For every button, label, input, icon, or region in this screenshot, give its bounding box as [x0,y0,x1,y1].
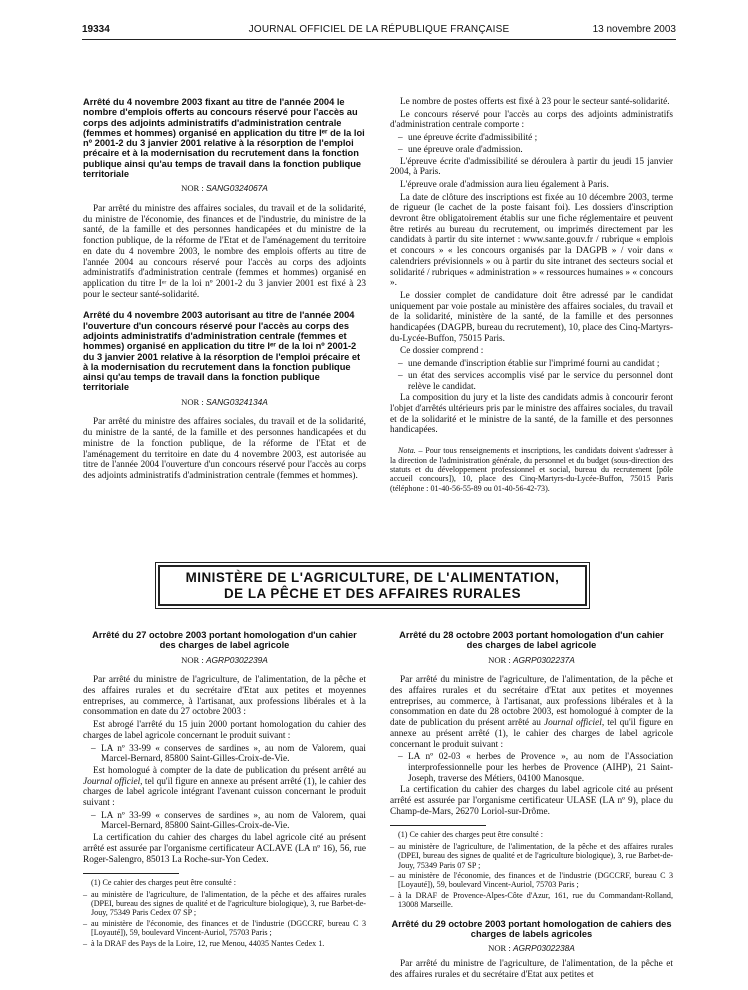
article-title: Arrêté du 27 octobre 2003 portant homologation d'un cahier des charges de label agricole [92,630,357,651]
lower-left-column [83,630,366,949]
list-item: – une épreuve écrite d'admissibilité ; [398,133,538,144]
paragraph: Est homologué à compter de la date de publication du présent arrêté au Journal officiel, tel qu'il figure en annexe au présent arrêté (1), le cahier des charges de label agricole intégrant l'avenant cuisson concernant le produit suivant : [83,765,367,809]
footnote: (1) Ce cahier des charges peut être consulté : – au ministère de l'agriculture, de l'alimentation, de la pêche et des affaires rurales (DPEI, bureau des signes de qualité et de l'agriculture biologique), 3, rue Barbet-de-Jouy, 75349 Paris Cedex 07 SP ; – au ministère de l'économie, des finances et de l'industrie (DGCCRF, bureau C 3 [Loyauté]), 59, boulevard Vincent-Auriol, 75703 Paris ; – à la DRAF des Pays de la Loire, 12, rue Menou, 44035 Nantes Cedex 1. [83,878,366,948]
list-item: – LA nº 33-99 « conserves de sardines », au nom de Valorem, quai Marcel-Bernard, 85800 Saint-Gilles-Croix-de-Vie. [91,743,366,765]
paragraph: Par arrêté du ministre de l'agriculture, de l'alimentation, de la pêche et des affaires rurales et du secrétaire d'Etat aux petites et [390,958,673,980]
nota-note: Nota. – Pour tous renseignements et inscriptions, les candidats doivent s'adresser à la direction de l'administration générale, du personnel et du budget (sous-direction des statuts et du développement professionnel et social, bureau du recrutement [pôle accueil concours]), 10, place des Cinq-Martyrs-du-Lycée-Buffon, 75015 Paris (téléphone : 01-40-56-55-89 ou 01-40-56-42-73). [390,446,673,493]
page-header [82,24,676,38]
issue-date: 13 novembre 2003 [592,24,676,35]
paragraph: La certification du cahier des charges du label agricole cité au présent arrêté est assurée par l'organisme certificateur ULASE (LA nº 9), place du Champ-de-Mars, 26270 Loriol-sur-Drôme. [390,785,673,817]
ministry-name-line1: MINISTÈRE DE L'AGRICULTURE, DE L'ALIMENTATION, [185,570,560,585]
page-number: 19334 [82,24,110,35]
paragraph: Ce dossier comprend : [400,346,484,357]
list-item: – une demande d'inscription établie sur l'imprimé fourni au candidat ; [398,359,660,370]
ministry-name-line2: DE LA PÊCHE ET DES AFFAIRES RURALES [224,586,521,601]
article-title: Arrêté du 29 octobre 2003 portant homologation de cahiers des charges de labels agricoles [391,918,672,939]
lower-right-column [390,630,673,982]
article-title: Arrêté du 28 octobre 2003 portant homologation d'un cahier des charges de label agricole [399,630,664,651]
paragraph: Par arrêté du ministre des affaires sociales, du travail et de la solidarité, du ministre de la santé, de la famille et des personnes handicapées et du ministre de la fonction publique, de la réforme de l'Etat et de l'aménagement du territoire en date du 4 novembre 2003, est autorisée au titre de l'année 2004 l'ouverture d'un concours réservé pour l'accès au corps des adjoints administratifs d'administration centrale (femmes et hommes). [83,417,366,481]
paragraph: Par arrêté du ministre de l'agriculture, de l'alimentation, de la pêche et des affaires rurales et du secrétaire d'Etat aux petites et moyennes entreprises, au commerce, à l'artisanat, aux professions libérales et à la consommation en date du 28 octobre 2003, est homologué à compter de la date de publication du présent arrêté au Journal officiel, tel qu'il figure en annexe au présent arrêté (1), le cahier des charges de label agricole concernant le produit suivant : [390,675,673,750]
upper-right-column [390,97,673,495]
paragraph: Par arrêté du ministre de l'agriculture, de l'alimentation, de la pêche et des affaires rurales et du secrétaire d'Etat aux petites et moyennes entreprises, au commerce, à l'artisanat, aux professions libérales et à la consommation en date du 27 octobre 2003 : [83,675,366,718]
paragraph: Le concours réservé pour l'accès au corps des adjoints administratifs d'administration centrale comporte : [390,109,673,131]
header-rule [82,39,676,40]
nor-reference: NOR : AGRP0302237A [488,654,575,665]
list-item: – LA nº 02-03 « herbes de Provence », au nom de l'Association interprofessionnelle pour les herbes de Provence (AIHP), 21 Saint-Joseph, traverse des Métiers, 04100 Manosque. [398,752,673,784]
paragraph: L'épreuve orale d'admission aura lieu également à Paris. [400,179,609,190]
footnote-rule [390,825,486,826]
journal-title: JOURNAL OFFICIEL DE LA RÉPUBLIQUE FRANÇAISE [248,24,510,35]
nor-reference: NOR : SANG0324134A [181,396,268,407]
article-title: Arrêté du 4 novembre 2003 autorisant au titre de l'année 2004 l'ouverture d'un concours réservé pour l'accès au corps des adjoints administratifs d'administration centrale (femmes et hommes) organisé en application du titre Iᵉʳ de la loi nº 2001-2 du 3 janvier 2001 relative à la résorption de l'emploi précaire et à la modernisation du recrutement dans la fonction publique ainsi qu'au temps de travail dans la fonction publique territoriale [83,310,361,393]
nor-reference: NOR : SANG0324067A [181,183,268,194]
upper-left-column [83,97,366,484]
paragraph: L'épreuve écrite d'admissibilité se déroulera à partir du jeudi 15 janvier 2004, à Paris. [390,156,673,178]
paragraph: Par arrêté du ministre des affaires sociales, du travail et de la solidarité, du ministre de l'économie, des finances et de l'industrie, du ministre de la santé, de la famille et des personnes handicapées et du ministre de la fonction publique, de la réforme de l'Etat et de l'aménagement du territoire en date du 4 novembre 2003, le nombre des emplois offerts au titre de l'année 2004 au concours réservé pour l'accès au corps des adjoints administratifs d'administration centrale (femmes et hommes) organisé en application du titre Iᵉʳ de la loi nº 2001-2 du 3 janvier 2001 est fixé à 23 pour le secteur santé-solidarité. [83,204,366,300]
list-item: – LA nº 33-99 « conserves de sardines », au nom de Valorem, quai Marcel-Bernard, 85800 Saint-Gilles-Croix-de-Vie. [91,810,366,832]
paragraph: La date de clôture des inscriptions est fixée au 10 décembre 2003, terme de rigueur (le cachet de la poste faisant foi). Les dossiers d'inscription devront être obligatoirement établis sur une fiche réglementaire et peuvent être retirés au bureau du recrutement, ou imprimés directement par les candidats à partir du site internet : www.sante.gouv.fr / rubrique « emplois et concours » « les concours organisés par la DAGPB » / voir dans « calendriers prévisionnels » ou à partir du site intranet des secteurs social et solidarité / rubriques « administration » « ressources humaines » « concours ». [390,192,673,289]
nor-reference: NOR : AGRP0302238A [488,943,575,954]
nor-reference: NOR : AGRP0302239A [181,654,268,665]
paragraph: La composition du jury et la liste des candidats admis à concourir feront l'objet d'arrêtés ultérieurs pris par le ministre des affaires sociales, du travail et de la solidarité et le ministre de la santé, de la famille et des personnes handicapées. [390,393,673,436]
list-item: – un état des services accomplis visé par le service du personnel dont relève le candidat. [398,370,673,392]
paragraph: Le nombre de postes offerts est fixé à 23 pour le secteur santé-solidarité. [400,97,670,107]
ministry-banner [158,565,587,606]
article-title: Arrêté du 4 novembre 2003 fixant au titre de l'année 2004 le nombre d'emplois offerts au concours réservé pour l'accès au corps des adjoints administratifs d'administration centrale (femmes et hommes) organisé en application du titre Iᵉʳ de la loi nº 2001-2 du 3 janvier 2001 relative à la résorption de l'emploi précaire et à la modernisation du recrutement dans la fonction publique ainsi qu'au temps de travail dans la fonction publique territoriale [83,97,365,180]
footnote: (1) Ce cahier des charges peut être consulté : – au ministère de l'agriculture, de l'alimentation, de la pêche et des affaires rurales (DPEI, bureau des signes de qualité et de l'agriculture biologique), 3, rue Barbet-de-Jouy, 75349 Paris 07 SP ; – au ministère de l'économie, des finances et de l'industrie (DGCCRF, bureau C 3 [Loyauté]), 59, boulevard Vincent-Auriol, 75703 Paris ; – à la DRAF de Provence-Alpes-Côte d'Azur, 161, rue du Commandant-Rolland, 13008 Marseille. [390,830,673,910]
footnote-rule [83,873,179,874]
paragraph: Le dossier complet de candidature doit être adressé par le candidat uniquement par voie postale au ministère des affaires sociales, du travail et de la solidarité, ministère de la santé, de la famille et des personnes handicapées (DAGPB, bureau du recrutement), 10, place des Cinq-Martyrs-du-Lycée-Buffon, 75015 Paris. [390,290,673,344]
list-item: – une épreuve orale d'admission. [398,144,523,155]
paragraph: Est abrogé l'arrêté du 15 juin 2000 portant homologation du cahier des charges de label agricole concernant le produit suivant : [83,720,366,741]
paragraph: La certification du cahier des charges du label agricole cité au présent arrêté est assurée par l'organisme certificateur ACLAVE (LA nº 16), 56, rue Roger-Salengro, 85013 La Roche-sur-Yon Cedex. [83,833,366,865]
